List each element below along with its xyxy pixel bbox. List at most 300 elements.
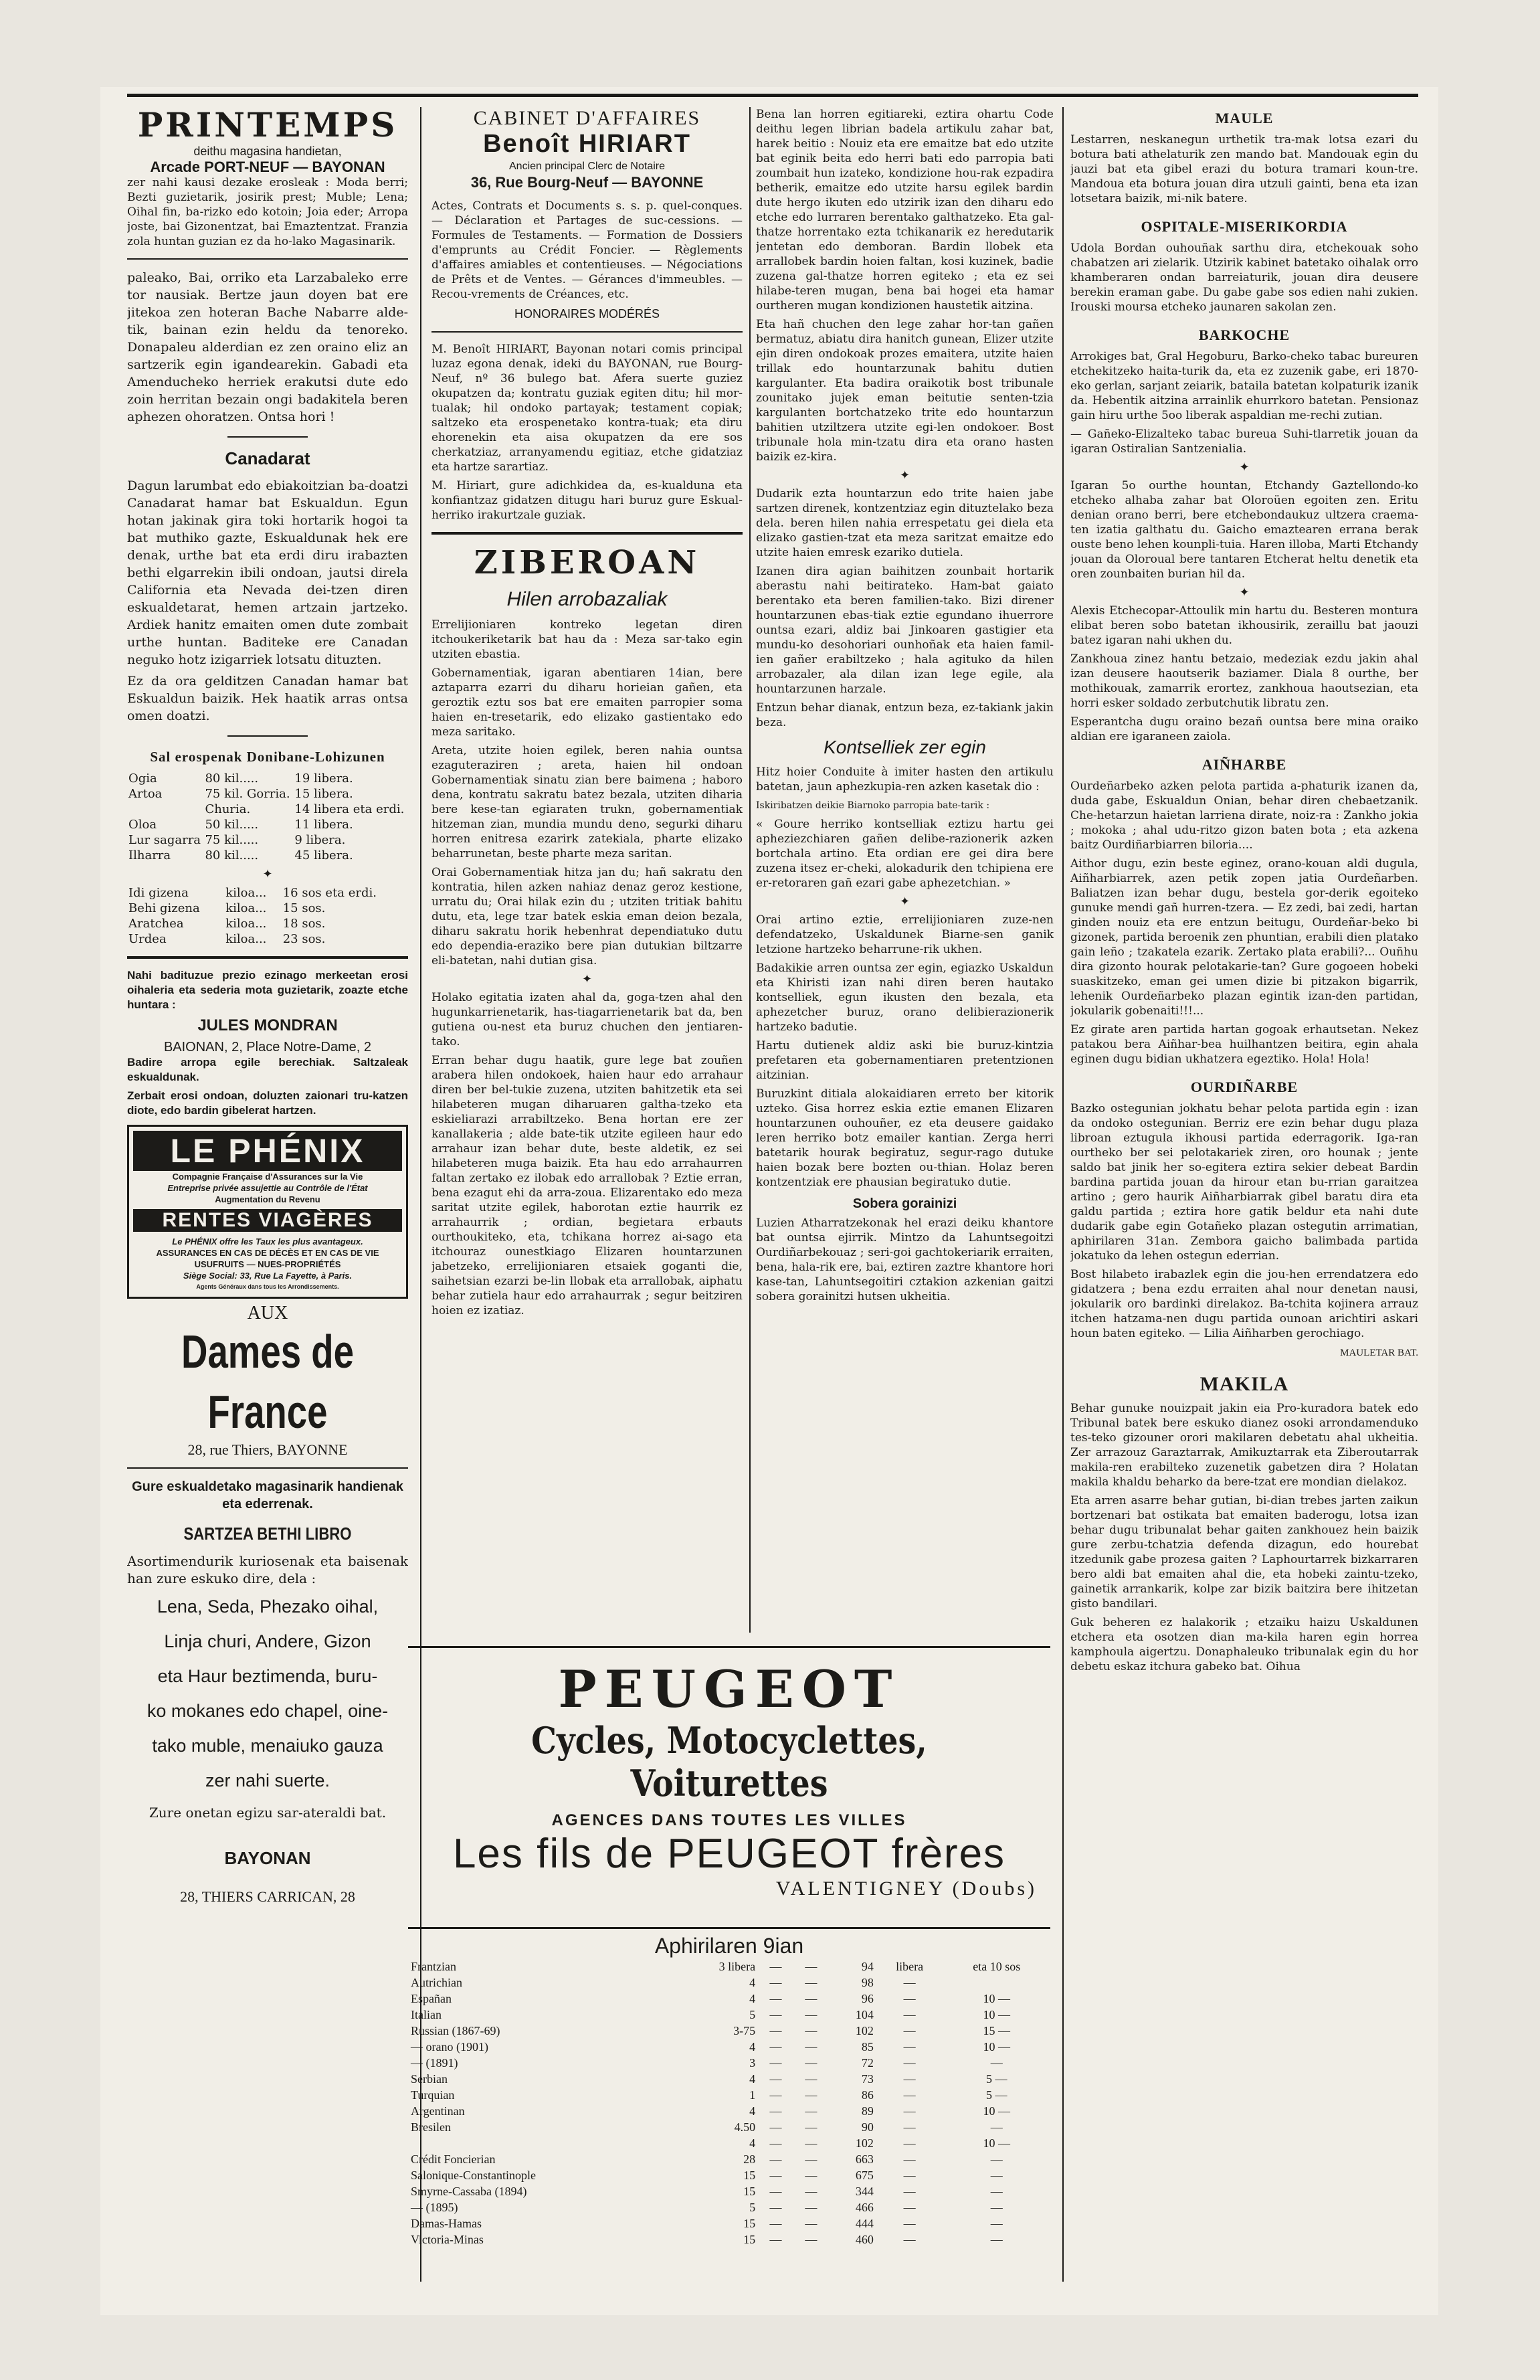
price-a: 4	[749, 2040, 756, 2053]
divider	[431, 331, 743, 333]
sal-price: 16 sos eta erdi.	[282, 886, 377, 900]
col3-text: « Goure herriko kontselliak eztizu hartu gei apheziezchiaren gañen delibe-razionerik azken bortchala artino. Eta ordian ere gei dira bere zuzena itsez er-cheki, alokadurik den tchipiena ere er-retoraren gañ ezari gabe aphezetchian. »	[756, 818, 1054, 890]
price-d: 102	[855, 2136, 874, 2150]
mondran-text-1: Nahi badituzue prezio ezinago merkeetan erosi oihaleria eta sederia mota guzietarik, zoazte etche huntara :	[127, 969, 408, 1011]
price-row	[408, 2199, 1050, 2215]
col3-text: Eta hañ chuchen den lege zahar hor-tan gañen bermatuz, abiatu dira hanitch gunean, Elizer utzite ejin diren ondokoak prozes emaitera, utzite haien trillak edo hountarzunak bahitu dutien kargulanter. Eta badira oraikotik bost tribunale zounitako jujek eman beitutie senten-tzia kargulanten bortchatzeko trite edo hountarzun bahitien utziltzera utzite egi-len ondokoer. Bost tribunale hola min-tzatu dira eta orano hasten baizik ez-kira.	[756, 318, 1054, 464]
dames-addr: 28, rue Thiers, BAYONNE	[187, 1441, 348, 1458]
cabinet-title: CABINET D'AFFAIRES	[473, 107, 701, 129]
price-name: Argentinan	[411, 2104, 465, 2118]
price-b: —	[769, 2153, 782, 2166]
price-b: —	[769, 2088, 782, 2102]
price-name: Smyrne-Cassaba (1894)	[411, 2185, 527, 2198]
col4-text: — Gañeko-Elizalteko tabac bureua Suhi-tlarretik jouan da igaran Ostiralian Santzenialia.	[1070, 428, 1418, 456]
phenix-line: Agents Généraux dans tous les Arrondissements.	[196, 1283, 339, 1290]
price-e: —	[903, 2072, 916, 2086]
price-name: Victoria-Minas	[411, 2233, 484, 2246]
price-a: 28	[743, 2153, 756, 2166]
peugeot-ad	[408, 1659, 1050, 1900]
col3-text: Bena lan horren egitiareki, eztira ohartu Code deithu legen librian badela artikulu zahar bat, harek beitio : Nouiz eta ere emaitze bat edo utzite bat eginik beita edo herri bati edo parropia bati zoumbait hun izateko, kondizione hou-rak ezpadira betherik, emaitze edo utzite harsu egilek bardin dute hergo ikuten edo utzirik izan den diharu edo etche edo lurraren berentako galthatzeko. Eta gal-thatze horrentako ezta tchikanarik ez heredutarik jentetan edo demboran. Bardin llobek eta arrallobek bardin hoien faltan, kosi kuzinek, badie zuzena gal-thatze horren egiteko ; eta ez sei hilabe-teren mugan, bena bai hogei eta hamar ourtheren mugan kondizionen haustetik aitzina.	[756, 108, 1054, 312]
price-a: 15	[743, 2233, 756, 2246]
price-row	[408, 2055, 1050, 2071]
price-row	[408, 2007, 1050, 2023]
sal-row	[127, 802, 408, 817]
zure-text: Zure onetan egizu sar-ateraldi bat.	[149, 1805, 387, 1821]
price-a: 15	[743, 2217, 756, 2230]
sal-price: 23 sos.	[282, 932, 326, 946]
price-f: eta 10 sos	[973, 1960, 1021, 1973]
price-c: —	[805, 2185, 817, 2198]
divider	[127, 956, 408, 959]
sal-name: Urdea	[128, 932, 167, 946]
price-a: 3 libera	[718, 1960, 756, 1973]
price-a: 3-75	[733, 2024, 756, 2037]
prices-top-rule	[408, 1927, 1050, 1929]
hiriart-text-1: M. Benoît HIRIART, Bayonan notari comis principal luzaz egona denak, ideki du BAYONAN, rue Bourg-Neuf, nº 36 bulego bat. Afera suerte guziez okupatzen da; kontratu guziak egiten ditu; hil mor-tualak; hil ondoko partayak; testament copiak; saltzeko eta erospenetako kontra-tuak; eta diru ehorenekin eta aisa okupatzen da ere sos cherkatziaz, arranyamendu egitiaz, etche gidatziaz eta hartze sarartiaz.	[431, 343, 743, 474]
price-name: Frantzian	[411, 1960, 456, 1973]
column-rule	[749, 107, 751, 1633]
peugeot-fils: Les fils de PEUGEOT frères	[452, 1831, 1006, 1877]
price-c: —	[805, 2169, 817, 2182]
price-c: —	[805, 1992, 817, 2005]
price-c: —	[805, 2136, 817, 2150]
price-name: Crédit Foncierian	[411, 2153, 496, 2166]
price-e: libera	[896, 1960, 924, 1973]
sal-price: 45 libera.	[294, 848, 353, 862]
price-b: —	[769, 2136, 782, 2150]
column-rule	[1062, 107, 1064, 2282]
hiriart-text-2: M. Hiriart, gure adichkidea da, es-kualduna eta konfiantzaz gidatzen ditugu hari buruz gure Eskual-herriko irakurtzale guziak.	[431, 479, 743, 522]
price-e: —	[903, 2136, 916, 2150]
mauletar-sign: MAULETAR BAT.	[1340, 1348, 1418, 1358]
header-rule	[127, 94, 1418, 97]
price-e: —	[903, 2104, 916, 2118]
price-a: 5	[749, 2008, 756, 2021]
sobera-title: Sobera gorainizi	[852, 1196, 957, 1211]
price-d: 344	[855, 2185, 874, 2198]
hiriart-ancien: Ancien principal Clerc de Notaire	[509, 161, 665, 172]
ziber-text: Errelijioniaren kontreko legetan diren itchoukeriketarik bat hau da : Meza sar-tako egin utziten ebastia.	[431, 618, 743, 661]
sal-name: Artoa	[128, 787, 163, 801]
price-e: —	[903, 2008, 916, 2021]
divider	[127, 258, 408, 260]
ziberoan-title: ZIBEROAN	[474, 544, 700, 581]
price-d: 96	[861, 1992, 874, 2005]
ourdiarbe-title: OURDIÑARBE	[1190, 1079, 1298, 1095]
price-a: 4	[749, 2104, 756, 2118]
sal-name: Ilharra	[128, 848, 171, 862]
sal-mid: 50 kil.....	[205, 818, 259, 832]
ainharbe-title: AIÑHARBE	[1201, 756, 1287, 773]
col3-text: Hitz hoier Conduite à imiter hasten den artikulu batetan, jaun aphezkupia-ren azken kasetak dio :	[756, 765, 1054, 794]
price-name: Españan	[411, 1992, 452, 2005]
price-row	[408, 2087, 1050, 2103]
price-e: —	[903, 2217, 916, 2230]
column-2	[431, 107, 743, 1633]
phenix-line: Compagnie Française d'Assurances sur la Vie	[172, 1172, 363, 1182]
price-b: —	[769, 1976, 782, 1989]
sartzea-title: SARTZEA BETHI LIBRO	[183, 1524, 352, 1544]
col4-text: Udola Bordan ouhouñak sarthu dira, etchekouak soho chabatzen ari zielarik. Utzirik kabinet batetako oihalak orro khamberaren ondan barreiaturik, jouan dira deusere berekin eraman gabe. Du gabe gabe sos edien nahi zukien. Irouski moursa etcheko jaunaren sakolan zen.	[1070, 242, 1418, 314]
price-name: Salonique-Constantinople	[411, 2169, 536, 2182]
price-e: —	[903, 1976, 916, 1989]
price-e: —	[903, 2120, 916, 2134]
price-b: —	[769, 2217, 782, 2230]
price-row	[408, 1958, 1050, 1975]
price-row	[408, 2151, 1050, 2167]
price-e: —	[903, 1992, 916, 2005]
prices-table	[408, 1958, 1050, 2248]
sal-row	[127, 817, 408, 832]
col4-text: Guk beheren ez halakorik ; etzaiku haizu Uskaldunen etchera eta osotzen dian ma-kila haren egin horrea kamphoula aigertzu. Donaphaleuko tribunalak egin du hor debetu eskaz itchura gabeko bat. Oihua	[1070, 1616, 1418, 1673]
star-ornament: ✦	[1239, 460, 1250, 474]
price-name: Autrichian	[411, 1976, 462, 1989]
price-name: — (1891)	[411, 2056, 458, 2070]
sal-mid: kiloa...	[225, 886, 267, 900]
canadarat-title: Canadarat	[225, 448, 310, 468]
asortiment-text: Asortimendurik kuriosenak eta baisenak han zure eskuko dire, dela :	[127, 1553, 408, 1586]
divider	[431, 532, 743, 535]
col4-text: Behar gunuke nouizpait jakin eia Pro-kuradora batek edo Tribunal batek bere eskuko dianez osoki arrondamenduko tes-teko gizouner orori makilaren debetatu ahal ukheitia. Zer arrazouz Garaztarrak, Amikuztarrak eta Ziberoutarrak makila-ren erabilteko zuzenetik gabetzen dira ? Holatan makila khaldu beharko da bere-tzat ere mondian dielakoz.	[1070, 1402, 1418, 1489]
price-b: —	[769, 2024, 782, 2037]
price-b: —	[769, 2008, 782, 2021]
price-d: 86	[861, 2088, 874, 2102]
sal-mid: 80 kil.....	[205, 771, 259, 786]
price-b: —	[769, 2185, 782, 2198]
price-row	[408, 2119, 1050, 2135]
price-b: —	[769, 2201, 782, 2214]
price-d: 98	[861, 1976, 874, 1989]
price-f: —	[990, 2201, 1003, 2214]
price-name: Damas-Hamas	[411, 2217, 482, 2230]
sal-price: 15 sos.	[282, 901, 326, 915]
price-name	[408, 2135, 673, 2151]
price-c: —	[805, 2008, 817, 2021]
price-row	[408, 2071, 1050, 2087]
price-row	[408, 2103, 1050, 2119]
sal-mid: kiloa...	[225, 932, 267, 946]
price-d: 675	[855, 2169, 874, 2182]
sal-mid: 75 kil. Gorria.	[205, 787, 290, 801]
merch-line: eta Haur beztimenda, buru-	[157, 1666, 378, 1686]
ziber-text: Areta, utzite hoien egilek, beren nahia ountsa ezaguteraziren ; areta, haien hil ondoan Gobernamentiak sinatu zian bere baimena ; haboro dena, kontratu sakratu batez bezala, utziten diharia bere kese-tan egiaraten trukn, gobernamentiak hitzeman zian, mundia mundu deno, segurki diharu horren enitresa ezarirk zatekiala, pharte elizako beharrunetan, beste pharte meza saritan.	[431, 744, 743, 860]
price-d: 102	[855, 2024, 874, 2037]
col4-text: Lestarren, neskanegun urthetik tra-mak lotsa ezari du botura bati athelaturik zen mando bat. Mandouak egin du jauzi bat eta gibel erazi du botura tramari koun-tre. Mandoua eta botura jouan dira utzuli gainti, bena eta izan lotsetara baizik, mi-nik batere.	[1070, 133, 1418, 205]
price-name: Serbian	[411, 2072, 448, 2086]
sal-price: 19 libera.	[294, 771, 353, 786]
price-c: —	[805, 2040, 817, 2053]
price-c: —	[805, 2153, 817, 2166]
price-f: 15 —	[983, 2024, 1010, 2037]
col4-text: Ez girate aren partida hartan gogoak erhautsetan. Nekez patakou bera Aiñhar-bea huilhantzen beitira, egin ahala eginen dugu bidian ukhatzera egeztiko. Hola! Hola!	[1070, 1023, 1418, 1066]
peugeot-agences: AGENCES DANS TOUTES LES VILLES	[551, 1811, 907, 1829]
price-f: —	[990, 2217, 1003, 2230]
price-row	[408, 2183, 1050, 2199]
ziber-text: Erran behar dugu haatik, gure lege bat zouñen arabera hilen ondokoek, haien haur edo arrahaur diren ber bel-tukie zuzena, utziten bahitzetik eta sei hilabeteren mugan diharuaren galtha-tzeko eta eskieliarazi arrabiltzeko. Bena hortan ere zer kanallakeria ; alde bate-tik utzite egileen haur edo arrahaur izan behar dute, beste aldetik, ez sei hilabeteren muga baizik. Eta hau edo arrahaurren faltan zertako ez ilobak edo arrallobak ? Eztie erran, bena ezagut ehi da arra-zoua. Elizarentako edo meza saritat utzite egilek, haborotan eztie haurrik ez arrahaurrik ; ordian, begietara erbauts ourthoukiteko, eta, tchikana horrez ai-sago eta itchouraz ounestkiago Elizaren hountarzunen jabetzeko, errelijioniaren etsaiek goganti die, saihetsian ezarzi be-lin llobak eta arrallobak, aiphatu behar zutiela haur edo arrahaurrak ; segur beitziren hoien ez izatiaz.	[431, 1054, 743, 1317]
divider	[127, 1467, 408, 1469]
sal-mid: Churia.	[205, 802, 251, 816]
divider	[227, 436, 308, 438]
mondran-text-2: Badire arropa egile berechiak. Saltzaleak eskualdunak.	[127, 1056, 408, 1083]
price-e: —	[903, 2185, 916, 2198]
sal-price: 14 libera eta erdi.	[294, 802, 405, 816]
col3-text: Dudarik ezta hountarzun edo trite haien jabe sartzen direnek, kontzentziaz egin dituztelako beza dela. beren hilen nahia errespetatu gei diela eta elizako gastien-tzat eta meza saritzat emaitze edo utzite haien emresk ezariko dutiela.	[756, 487, 1054, 559]
sal-price: 18 sos.	[282, 917, 326, 931]
price-row	[408, 1975, 1050, 1991]
price-c: —	[805, 2217, 817, 2230]
merch-line: zer nahi suerte.	[205, 1770, 330, 1791]
sal-name: Behi gizena	[128, 901, 200, 915]
peugeot-valentigney: VALENTIGNEY (Doubs)	[775, 1878, 1037, 1900]
price-c: —	[805, 2024, 817, 2037]
phenix-line: Entreprise privée assujettie au Contrôle de l'État	[167, 1183, 368, 1193]
peugeot-cycles: Cycles, Motocyclettes, Voiturettes	[531, 1719, 927, 1805]
prices-title: Aphirilaren 9ian	[654, 1934, 804, 1958]
sal-row	[127, 771, 408, 786]
col4-text: Ourdeñarbeko azken pelota partida a-phaturik izanen da, duda gabe, Eskualdun Onian, behar diren chebaetzanik. Che-hetarzun haietan larriena dirate, noiz-ra : Zankho jokia ; mokoka ; ahal udu-ritzo gizon baten bota ; eta azkena baitz Ourdiñarbiarren biloria....	[1070, 780, 1418, 852]
ziber-text: Holako egitatia izaten ahal da, goga-tzen ahal den hugunkarrienetarik, has-tiagarrienetarik bat da, ben gutiena ou-nest eta buruz chuchen den jentiaren-tako.	[431, 991, 743, 1048]
price-a: 4	[749, 1976, 756, 1989]
sal-name: Aratchea	[128, 917, 184, 931]
hiriart-actes: Actes, Contrats et Documents s. s. p. quel-conques. — Déclaration et Partages de suc-cessions. — Formules de Testaments. — Formation de Dossiers d'emprunts au Crédit Foncier. — Règlements d'affaires amiables et contentieuses. — Négociations de Prêts et de Ventes. — Gérances d'immeubles. — Recou-vrements de Créances, etc.	[431, 199, 743, 301]
printemps-title: PRINTEMPS	[137, 107, 398, 145]
phenix-rentes: RENTES VIAGÈRES	[133, 1209, 402, 1232]
sal-row	[127, 786, 408, 802]
col3-text: Luzien Atharratzekonak hel erazi deiku khantore bat ountsa ejirrik. Mintzo da Lahuntsegoitzi Ourdiñarbekouaz ; seri-goi gachtokeriarik erraiten, bena, hala-rik ere, bai, eztiren zaztre khantore hori kase-tan, Lahuntsegoitiri cztakion azkenian gaitzi sobera gorainitzi hutsen ukheitia.	[756, 1216, 1054, 1303]
price-a: 4	[749, 2072, 756, 2086]
column-4	[1070, 107, 1418, 2282]
price-c: —	[805, 1976, 817, 1989]
sal-row	[127, 901, 408, 916]
star-ornament: ✦	[262, 867, 273, 881]
sal-name	[127, 802, 203, 817]
price-e: —	[903, 2088, 916, 2102]
printemps-sub: deithu magasina handietan,	[193, 145, 342, 158]
price-d: 466	[855, 2201, 874, 2214]
merch-line: ko mokanes edo chapel, oine-	[147, 1701, 389, 1721]
phenix-line: Augmentation du Revenu	[215, 1194, 320, 1204]
price-f: —	[990, 2185, 1003, 2198]
price-f: —	[990, 2233, 1003, 2246]
price-f: 5 —	[985, 2088, 1007, 2102]
ziber-text: Gobernamentiak, igaran abentiaren 14ian, bere aztaparra ezarri du diharu horieian gañen, eta geroztik eztu sos bat ere emaiten parropier soma haien en-tresetarik, edo elizako gastientako edo meza saritako.	[431, 666, 743, 739]
sal-row	[127, 848, 408, 863]
price-f: 10 —	[983, 2040, 1010, 2053]
price-d: 460	[855, 2233, 874, 2246]
price-c: —	[805, 2104, 817, 2118]
col4-text: Aithor dugu, ezin beste eginez, orano-kouan aldi dugula, Aiñharbiarrek, azen petik zopen jatia Ourdeñarben. Baliatzen izan behar dugu, bestela gor-derik egoiteko gunuke mendi gañ hurren-tzera. — Ez zedi, bai zedi, hartan ginden nouiz eta ere entzun beitugu, Ourdeñar-beko bi gizonek, partida beroenik zen phuntian, erabili dien platako gain leño ; tzakatela ezarik. Zertako plata erabili?... Ouñhu dira gizonto hourak pelotakarie-tan? Gure gogoeen hobeki suaskitzeko, eman gei umen dizie bi pitzakon bigarrik, lehenik Ourdeñarbeko plazan egintik izan-den partidan, jokularik gobenaiti!!!...	[1070, 857, 1418, 1018]
price-b: —	[769, 2040, 782, 2053]
honoraires: HONORAIRES MODÉRÉS	[514, 307, 660, 321]
price-f: 10 —	[983, 2104, 1010, 2118]
col4-text: Arrokiges bat, Gral Hegoburu, Barko-cheko tabac bureuren etchekitzeko haita-turik da, eta ez zuzenik gabe, eri 1870-eko gerlan, sarjant zeiarik, bataila batetan kolpaturik izanik da. Hebentik aitzina arrainlik ehurrkoro batetan. Pensionaz gain hiru urthe 5oo liberak aspaldian me-rechi zutian.	[1070, 350, 1418, 422]
ziber-text: Orai Gobernamentiak hitza jan du; hañ sakratu den kontratia, hilen azken nahiaz denaz geroz kestione, urratu du; Orai hilak ezin du ; utziten tritiak bahitu dutu, eta, lege tzar batek eskia eman deion bezala, diharu sakratu horik hebenhrat dependiatuko dutu edo dependia-eraziko bere pian dutukian biltzarre eli-batetan, nahi dutian gisa.	[431, 866, 743, 968]
col3-text: Iskiribatzen deikie Biarnoko parropia bate-tarik :	[756, 800, 990, 811]
intro-text: paleako, Bai, orriko eta Larzabaleko erre tor nausiak. Bertze jaun doyen bat ere jitekoa zen hoteran Bache Nabarre alde-tik, bainan ezin heldu da tenoreko. Donapaleu alderdian ez zen oraino eliz an sartzerik egin igandearekin. Gabadi eta Amenducheko herriek erakutsi dute edo zoin herritan bezain ongi badakitela beren aphezen ohoratzen. Ontsa hori !	[127, 270, 408, 424]
bayonan-label: BAYONAN	[224, 1848, 311, 1868]
price-row	[408, 2023, 1050, 2039]
barkoche-title: BARKOCHE	[1198, 327, 1290, 343]
star-ornament: ✦	[899, 895, 910, 909]
merch-line: tako muble, menaiuko gauza	[152, 1736, 383, 1756]
sal-price: 15 libera.	[294, 787, 353, 801]
sal-price: 9 libera.	[294, 833, 346, 847]
peugeot-top-rule	[408, 1646, 1050, 1648]
sal-mid: 75 kil.....	[205, 833, 259, 847]
price-row	[408, 2167, 1050, 2183]
price-row	[408, 1991, 1050, 2007]
price-d: 72	[861, 2056, 874, 2070]
price-a: 5	[749, 2201, 756, 2214]
hiriart-name: Benoît HIRIART	[483, 130, 691, 158]
price-f: 10 —	[983, 2008, 1010, 2021]
sal-title: Sal erospenak Donibane-Lohizunen	[150, 749, 385, 765]
ospitale-title: OSPITALE-MISERIKORDIA	[1141, 218, 1348, 235]
price-f: 10 —	[983, 1992, 1010, 2005]
sal-row	[127, 885, 408, 901]
price-name: Russian (1867-69)	[411, 2024, 500, 2037]
sal-row	[127, 916, 408, 931]
price-b: —	[769, 2169, 782, 2182]
sal-mid: 80 kil.....	[205, 848, 259, 862]
column-3	[756, 107, 1054, 1633]
mondran-name: JULES MONDRAN	[197, 1016, 338, 1034]
price-c: —	[805, 2088, 817, 2102]
price-row	[408, 2231, 1050, 2248]
col4-text: Igaran 5o ourthe hountan, Etchandy Gaztellondo-ko etcheko alhaba zahar bat Oloroüen egoiten zen. Eritu denian orano berri, bere etchebondaukuz ultzera craema-ten izatia galthatu du. Gaicho emaztearen errana berak ouste beno lehen kounpli-tuia. Haren illoba, Marti Etchandy jouan da Oloroual bere tantaren Etcherat heltu denetik eta oren zounbaiten burian hil da.	[1070, 479, 1418, 581]
price-f: —	[990, 2120, 1003, 2134]
prices-section	[408, 1934, 1050, 2248]
price-b: —	[769, 2120, 782, 2134]
col4-text: Esperantcha dugu oraino bezañ ountsa bere mina oraiko aldian ere igaraneen zaiola.	[1070, 715, 1418, 743]
price-row	[408, 2215, 1050, 2231]
price-e: —	[903, 2040, 916, 2053]
mondran-text-3: Zerbait erosi ondoan, doluzten zaionari tru-katzen diote, edo bardin gibelerat hartzen.	[127, 1089, 408, 1117]
price-c: —	[805, 2233, 817, 2246]
phenix-line: Le PHÉNIX offre les Taux les plus avantageux.	[172, 1237, 363, 1247]
sal-name: Lur sagarra	[128, 833, 201, 847]
price-name: Bresilen	[411, 2120, 451, 2134]
price-b: —	[769, 2056, 782, 2070]
price-row	[408, 2039, 1050, 2055]
sal-row	[127, 832, 408, 848]
price-f: —	[990, 2153, 1003, 2166]
col4-text: Zankhoua zinez hantu betzaio, medeziak ezdu jakin ahal izan deusere haoutserik baziamer. Diala 8 ourthe, ber mothikouak, zamarrik erortez, zankhoua haoutsezian, eta horri esker soldado zerbutchutik libratu zen.	[1070, 652, 1418, 710]
price-b: —	[769, 1960, 782, 1973]
col3-text: Izanen dira agian baihitzen zounbait hortarik aberastu nahi beitirateko. Ham-bat gaiato berentako eta beren familien-tako. Bizi direner hountarzunen ebas-tiak eztie egundano ihuerrore ountsa ezari, aldiz bai Jinkoaren gastigier eta mundu-ko desohoriari ounhoñak eta haien famil-ien gañer erabiltzeko ; hala agituko da hilen arrobazaler, ala dilan izan lege egile, ala hountarzunen harzale.	[756, 565, 1054, 696]
price-a: 15	[743, 2185, 756, 2198]
canadarat-text-2: Ez da ora gelditzen Canadan hamar bat Eskualdun baizik. Hek haatik arras ontsa omen doatzi.	[127, 674, 408, 723]
price-e: —	[903, 2153, 916, 2166]
price-c: —	[805, 2201, 817, 2214]
kontselliek-title: Kontselliek zer egin	[824, 737, 986, 757]
canadarat-text-1: Dagun larumbat edo ebiakoitzian ba-doatzi Canadarat hamar bat Eskualdun. Egun hotan jakinak gira toki hortarik hogoi ta bat muthiko gazte, Eskualdunak hek ere denak, urthe bat eta erdi diru irabazten bethi elgarrekin ibili ondoan, jautsi direla California eta Nevada dei-tzen diren eskualdetarat, hemen artzain jartzeko. Ardiek hanitz emaiten omen dute zombait urthe huntan. Baditeke ere Canadan neguko hotz izigarriek lotsatu dituzten.	[127, 478, 408, 667]
price-c: —	[805, 1960, 817, 1973]
price-a: 15	[743, 2169, 756, 2182]
phenix-line: Siège Social: 33, Rue La Fayette, à Paris.	[183, 1271, 353, 1281]
col4-text: Bazko ostegunian jokhatu behar pelota partida egin : izan da ondoko ostegunian. Berriz ere ezin behar dugu plaza libroan eztugula ikhousi partida ederragorik. Iga-ran ourtheko ber sei pelotakariek ziren, oro hounak ; jente saldo bat jinik her so-egitera eztira sekier debeat Bardin bardina partida jouan da hirour etan bu-rrian garaitzea artino ; gero haurik Aiñharbiarrak gibel baratu dira eta galdu partida ; eztira hore gatik beldur eta nahi dute dudarik gabe egin Gotañeko plazan ostegutin arrimatian, aphirilaren 31an. Zembora gaicho balimbada partida jokatuko da lehen ostegun ederrian.	[1070, 1102, 1418, 1263]
col3-text: Entzun behar dianak, entzun beza, ez-takiank jakin beza.	[756, 701, 1054, 729]
price-d: 85	[861, 2040, 874, 2053]
price-e: —	[903, 2169, 916, 2182]
footer-addr: 28, THIERS CARRICAN, 28	[180, 1888, 355, 1905]
price-name: — orano (1901)	[411, 2040, 488, 2053]
peugeot-logo: PEUGEOT	[558, 1659, 900, 1719]
price-name: — (1895)	[411, 2201, 458, 2214]
gure-text: Gure eskualdetako magasinarik handienak eta ederrenak.	[132, 1479, 403, 1512]
col4-text: Alexis Etchecopar-Attoulik min hartu du. Besteren montura elibat beren sobo batetan ikhousirik, zeraillu bat jaouzi batez igaran nahi ukhen du.	[1070, 604, 1418, 647]
price-f: —	[990, 2056, 1003, 2070]
price-d: 663	[855, 2153, 874, 2166]
price-a: 1	[749, 2088, 756, 2102]
price-d: 104	[855, 2008, 874, 2021]
price-d: 89	[861, 2104, 874, 2118]
price-e: —	[903, 2233, 916, 2246]
price-c: —	[805, 2120, 817, 2134]
star-ornament: ✦	[1239, 585, 1250, 600]
printemps-text: zer nahi kausi dezake erosleak : Moda berri; Bezti guzietarik, josirik prest; Muble; Lena; Oihal fin, ba-rizko edo kotoin; Joia eder; Arropa joste, bai Gizonentzat, bai Emaztentzat. Franzia zola huntan guzian ez da ho-lako Magasinarik.	[127, 176, 408, 248]
printemps-place: Arcade PORT-NEUF — BAYONAN	[150, 159, 385, 175]
sal-row	[127, 931, 408, 947]
makila-title: MAKILA	[1199, 1373, 1289, 1395]
maule-title: MAULE	[1215, 110, 1274, 126]
price-d: 73	[861, 2072, 874, 2086]
price-e: —	[903, 2056, 916, 2070]
price-b: —	[769, 1992, 782, 2005]
price-f: 5 —	[985, 2072, 1007, 2086]
sal-name: Idi gizena	[128, 886, 189, 900]
price-a: 3	[749, 2056, 756, 2070]
price-f: —	[990, 2169, 1003, 2182]
price-c: —	[805, 2056, 817, 2070]
price-row	[408, 2135, 1050, 2151]
divider	[227, 735, 308, 737]
col3-text: Badakikie arren ountsa zer egin, egiazko Uskaldun eta Khiristi izan nahi diren beren hautako kontselliek, egun ikusten den bezala, eta aphezetcher buruz, orano delibierazionerik hartzeko badutie.	[756, 962, 1054, 1034]
mondran-addr: BAIONAN, 2, Place Notre-Dame, 2	[163, 1040, 372, 1055]
price-e: —	[903, 2024, 916, 2037]
price-e: —	[903, 2201, 916, 2214]
price-c: —	[805, 2072, 817, 2086]
phenix-name: LE PHÉNIX	[133, 1131, 402, 1171]
sal-mid: kiloa...	[225, 917, 267, 931]
price-d: 444	[855, 2217, 874, 2230]
price-a: 4	[749, 1992, 756, 2005]
star-ornament: ✦	[581, 972, 593, 986]
dames-title: Dames de France	[181, 1325, 354, 1438]
col3-text: Buruzkint ditiala alokaidiaren erreto ber kitorik uzteko. Gisa horrez eskia eztie emanen Elizaren hountarzunen ouhouñer, ez eta deusere gaidako leren herriko botz emailer kantian. Zerga herri batetarik hourak begiratuz, segur-rago dutuke haien bozak bere bozten ou-thian. Holaz beren kontzentziak ere phausian begiratuko dutie.	[756, 1087, 1054, 1189]
star-ornament: ✦	[899, 468, 910, 482]
phenix-ad	[127, 1125, 408, 1299]
col3-text: Hartu dutienek aldiz aski bie buruz-kintzia prefetaren eta gobernamentiaren pretentzionen aitzinian.	[756, 1039, 1054, 1082]
sal-mid: kiloa...	[225, 901, 267, 915]
hiriart-addr: 36, Rue Bourg-Neuf — BAYONNE	[470, 174, 704, 191]
price-name: Turquian	[411, 2088, 455, 2102]
sal-name: Ogia	[128, 771, 157, 786]
col4-text: Eta arren asarre behar gutian, bi-dian trebes jarten zaikun bortzenari bat ostikata bat emaiten baderogu, lotsa izan behar dugu tribunalat behar gaiten zankhouez hein baizik gure zerbu-tchatzia defenda dizagun, edo hourebat itzedunik gabe prozesa gaiten ? Laphourtarrek bizkarraren bero aldi bat emaiten ahal die, eta hobeki zaintu-tzeko, gainetik arrankarik, kolpe zar bizik baitzira bere ihitzetan gisto bandilari.	[1070, 1494, 1418, 1611]
price-f	[943, 1975, 1050, 1991]
price-name: Italian	[411, 2008, 442, 2021]
col4-text: Bost hilabeto irabazlek egin die jou-hen errendatzera edo gidatzera ; bena ezdu erraiten ahal nour denetan nausi, jokularik oro bardinki direlakoz. Ba-tchita kojinera arrauz itchen hatzama-nen dugu partida ounoan arichtiri askari houn baten egiteko. — Lilia Aiñharben gerochiago.	[1070, 1268, 1418, 1340]
price-f: 10 —	[983, 2136, 1010, 2150]
sal-price: 11 libera.	[294, 818, 353, 832]
price-b: —	[769, 2104, 782, 2118]
price-a: 4.50	[734, 2120, 756, 2134]
merch-list	[127, 1591, 408, 1796]
price-b: —	[769, 2072, 782, 2086]
sal-table	[127, 771, 408, 863]
hilen-title: Hilen arrobazaliak	[506, 588, 668, 610]
sal-table-2	[127, 885, 408, 947]
